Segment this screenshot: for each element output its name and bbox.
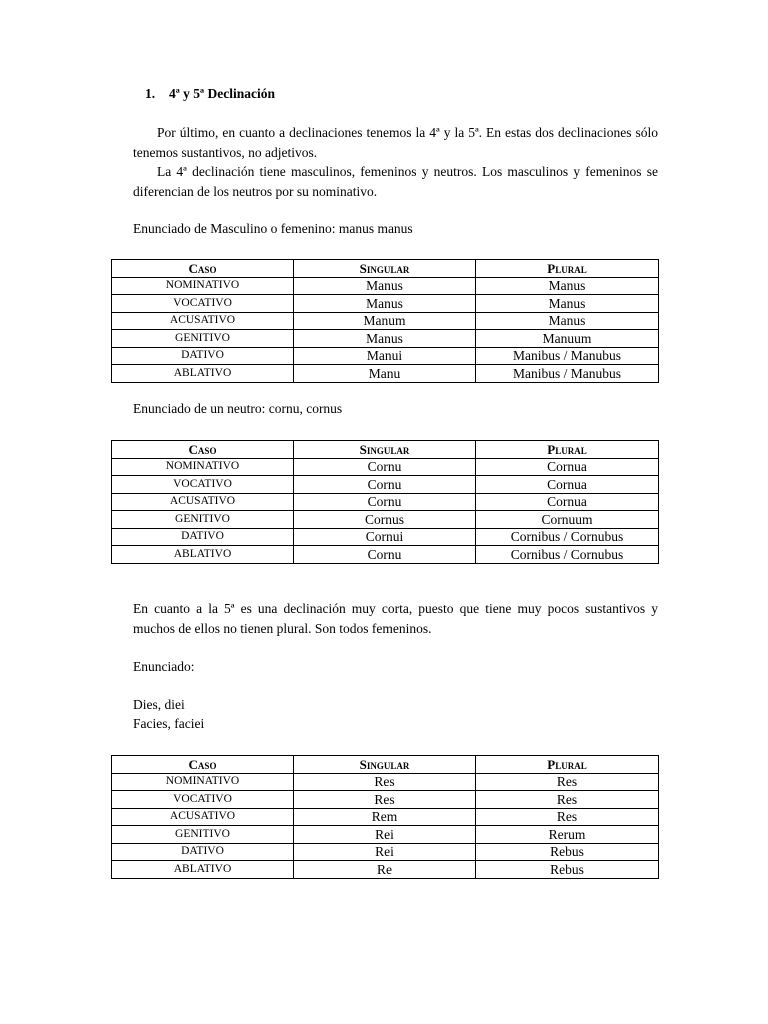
table-row (112, 773, 659, 791)
header-singular: Singular (294, 260, 476, 278)
case-cell: GENITIVO (112, 511, 294, 529)
singular-cell: Re (294, 861, 476, 879)
table-row (112, 277, 659, 295)
table-row (112, 295, 659, 313)
singular-cell: Manum (294, 312, 476, 330)
case-cell: VOCATIVO (112, 476, 294, 494)
table-header-row (112, 260, 659, 278)
case-cell: ABLATIVO (112, 861, 294, 879)
plural-cell: Manus (476, 295, 659, 313)
table-row (112, 347, 659, 365)
singular-cell: Manu (294, 365, 476, 383)
singular-cell: Cornu (294, 476, 476, 494)
enunciado-neutro: Enunciado de un neutro: cornu, cornus (133, 401, 343, 416)
singular-cell: Cornus (294, 511, 476, 529)
singular-cell: Rei (294, 826, 476, 844)
enunciado-label: Enunciado: (133, 659, 195, 674)
table-row (112, 511, 659, 529)
case-cell: VOCATIVO (112, 295, 294, 313)
singular-cell: Cornu (294, 458, 476, 476)
table-row (112, 365, 659, 383)
singular-cell: Cornui (294, 528, 476, 546)
heading-number: 1. (145, 86, 156, 101)
plural-cell: Cornua (476, 476, 659, 494)
fifth-paragraph: En cuanto a la 5ª es una declinación muy corta, puesto que tiene muy pocos sustantivos y muchos de ellos no tienen plural. Son todos femeninos. (133, 601, 658, 636)
table-row (112, 843, 659, 861)
case-cell: GENITIVO (112, 826, 294, 844)
plural-cell: Manibus / Manubus (476, 347, 659, 365)
example-dies: Dies, diei (133, 697, 185, 712)
header-case: Caso (112, 756, 294, 774)
table-row (112, 330, 659, 348)
header-case: Caso (112, 441, 294, 459)
header-plural: Plural (476, 260, 659, 278)
table-row (112, 826, 659, 844)
table-header-row (112, 441, 659, 459)
plural-cell: Res (476, 808, 659, 826)
table-row (112, 493, 659, 511)
plural-cell: Rebus (476, 843, 659, 861)
table-row (112, 312, 659, 330)
header-singular: Singular (294, 441, 476, 459)
declension-table-manus (111, 259, 659, 383)
table-header-row (112, 756, 659, 774)
case-cell: DATIVO (112, 347, 294, 365)
plural-cell: Manus (476, 312, 659, 330)
singular-cell: Cornu (294, 546, 476, 564)
case-cell: ACUSATIVO (112, 808, 294, 826)
table-row (112, 861, 659, 879)
case-cell: DATIVO (112, 528, 294, 546)
singular-cell: Rei (294, 843, 476, 861)
fifth-declension-paragraph (133, 599, 658, 638)
plural-cell: Rerum (476, 826, 659, 844)
case-cell: DATIVO (112, 843, 294, 861)
header-case: Caso (112, 260, 294, 278)
plural-cell: Manuum (476, 330, 659, 348)
case-cell: NOMINATIVO (112, 773, 294, 791)
example-facies: Facies, faciei (133, 716, 205, 731)
case-cell: ABLATIVO (112, 546, 294, 564)
singular-cell: Cornu (294, 493, 476, 511)
table-row (112, 808, 659, 826)
singular-cell: Res (294, 791, 476, 809)
table-row (112, 458, 659, 476)
singular-cell: Manus (294, 330, 476, 348)
section-heading (145, 86, 275, 102)
singular-cell: Res (294, 773, 476, 791)
table-row (112, 546, 659, 564)
plural-cell: Cornuum (476, 511, 659, 529)
declension-table-res (111, 755, 659, 879)
case-cell: NOMINATIVO (112, 458, 294, 476)
plural-cell: Cornua (476, 493, 659, 511)
table-row (112, 528, 659, 546)
plural-cell: Manus (476, 277, 659, 295)
case-cell: VOCATIVO (112, 791, 294, 809)
case-cell: NOMINATIVO (112, 277, 294, 295)
table-row (112, 791, 659, 809)
singular-cell: Manus (294, 277, 476, 295)
case-cell: GENITIVO (112, 330, 294, 348)
case-cell: ACUSATIVO (112, 493, 294, 511)
heading-title: 4ª y 5ª Declinación (169, 86, 275, 101)
table-row (112, 476, 659, 494)
header-singular: Singular (294, 756, 476, 774)
declension-table-cornu (111, 440, 659, 564)
header-plural: Plural (476, 756, 659, 774)
singular-cell: Manus (294, 295, 476, 313)
intro-paragraph-1: Por último, en cuanto a declinaciones tenemos la 4ª y la 5ª. En estas dos declinaciones sólo tenemos sustantivos, no adjetivos. (133, 125, 658, 160)
case-cell: ACUSATIVO (112, 312, 294, 330)
plural-cell: Res (476, 773, 659, 791)
plural-cell: Rebus (476, 861, 659, 879)
plural-cell: Cornibus / Cornubus (476, 546, 659, 564)
header-plural: Plural (476, 441, 659, 459)
intro-paragraphs (133, 123, 658, 201)
singular-cell: Manui (294, 347, 476, 365)
plural-cell: Manibus / Manubus (476, 365, 659, 383)
singular-cell: Rem (294, 808, 476, 826)
plural-cell: Cornua (476, 458, 659, 476)
case-cell: ABLATIVO (112, 365, 294, 383)
enunciado-masculino: Enunciado de Masculino o femenino: manus manus (133, 221, 413, 236)
plural-cell: Cornibus / Cornubus (476, 528, 659, 546)
plural-cell: Res (476, 791, 659, 809)
intro-paragraph-2: La 4ª declinación tiene masculinos, femeninos y neutros. Los masculinos y femeninos se diferencian de los neutros por su nominativo. (133, 164, 658, 199)
